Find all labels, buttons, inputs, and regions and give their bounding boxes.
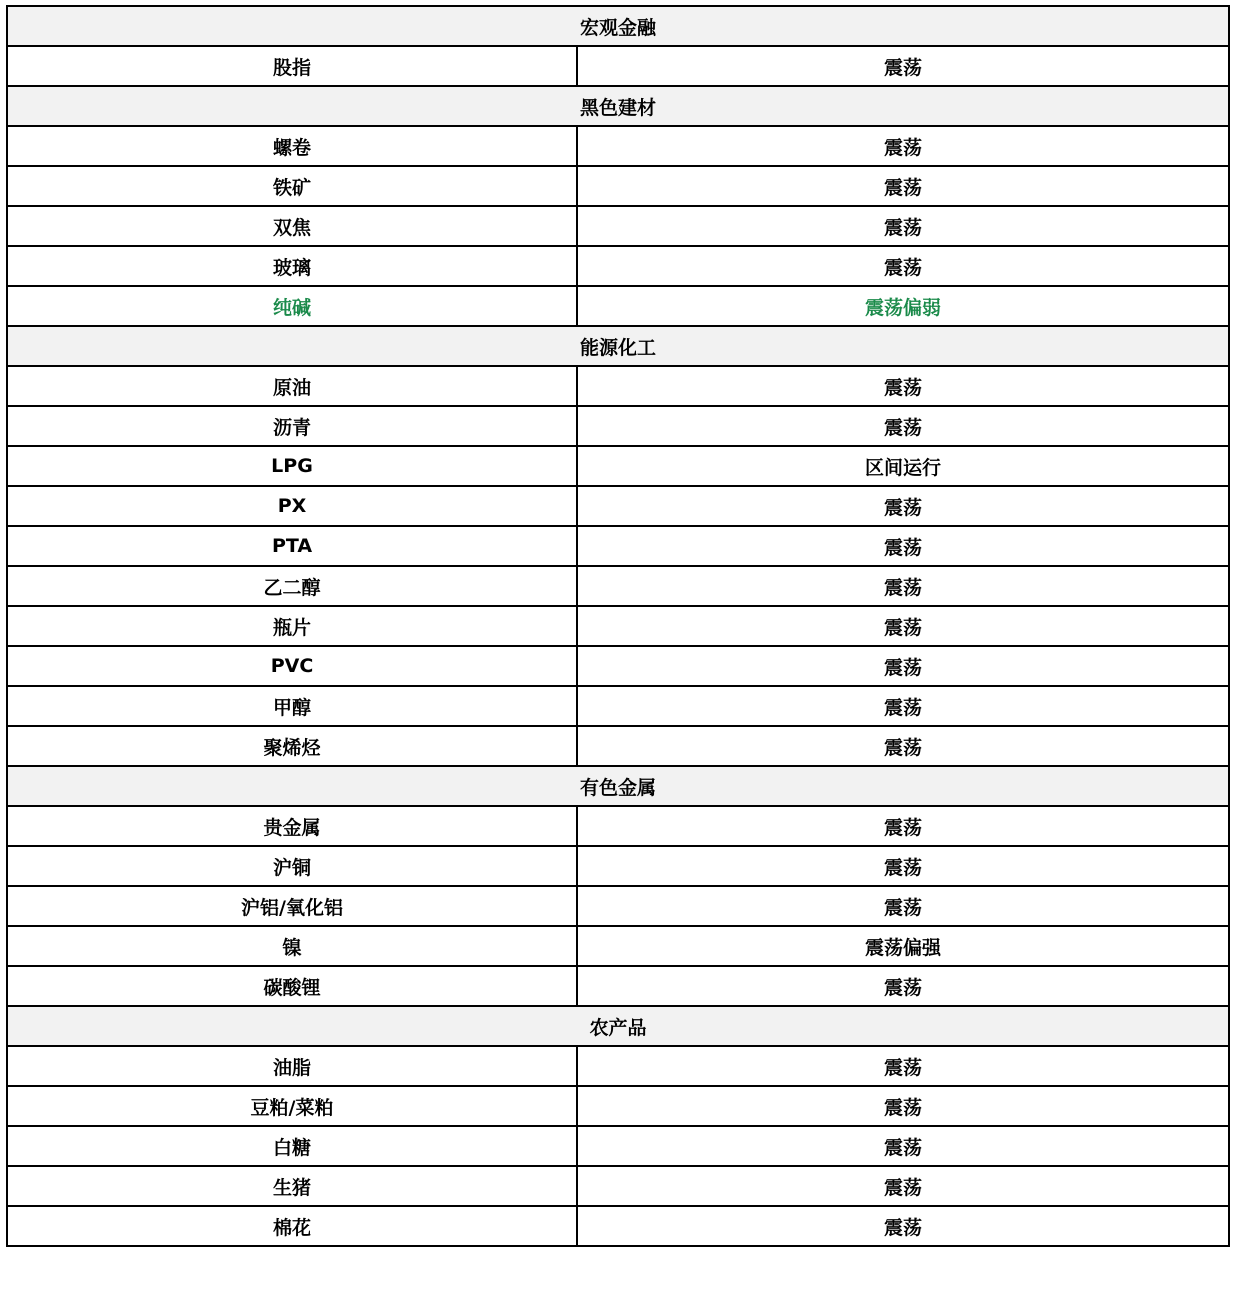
table-row	[7, 1046, 1229, 1086]
table-row	[7, 126, 1229, 166]
commodity-name: 沪铝/氧化铝	[7, 886, 577, 926]
section-header-row	[7, 326, 1229, 366]
commodity-name: 铁矿	[7, 166, 577, 206]
commodity-outlook: 震荡	[577, 486, 1229, 526]
table-row	[7, 166, 1229, 206]
section-header-row	[7, 86, 1229, 126]
commodity-outlook: 震荡	[577, 846, 1229, 886]
commodity-name: 甲醇	[7, 686, 577, 726]
commodity-name: 乙二醇	[7, 566, 577, 606]
commodity-name: PX	[7, 486, 577, 526]
commodity-outlook: 震荡	[577, 1046, 1229, 1086]
table-row	[7, 686, 1229, 726]
table-row	[7, 1086, 1229, 1126]
commodity-outlook: 震荡	[577, 206, 1229, 246]
commodity-name: 股指	[7, 46, 577, 86]
commodity-name: 纯碱	[7, 286, 577, 326]
table-row	[7, 1206, 1229, 1246]
commodity-name: 瓶片	[7, 606, 577, 646]
commodity-outlook: 震荡	[577, 526, 1229, 566]
table-row	[7, 846, 1229, 886]
commodity-outlook-table	[6, 5, 1230, 1247]
section-header-row	[7, 6, 1229, 46]
commodity-name: 沪铜	[7, 846, 577, 886]
section-title: 黑色建材	[7, 86, 1229, 126]
table-row	[7, 286, 1229, 326]
table-row	[7, 246, 1229, 286]
table-row	[7, 206, 1229, 246]
commodity-name: LPG	[7, 446, 577, 486]
table-row	[7, 1126, 1229, 1166]
commodity-outlook: 震荡	[577, 1166, 1229, 1206]
table-row	[7, 406, 1229, 446]
commodity-outlook: 震荡	[577, 686, 1229, 726]
commodity-outlook: 震荡	[577, 1206, 1229, 1246]
section-title: 能源化工	[7, 326, 1229, 366]
commodity-outlook: 震荡	[577, 166, 1229, 206]
commodity-name: PVC	[7, 646, 577, 686]
commodity-outlook: 震荡	[577, 726, 1229, 766]
commodity-outlook: 震荡	[577, 46, 1229, 86]
commodity-name: 镍	[7, 926, 577, 966]
commodity-outlook: 震荡偏弱	[577, 286, 1229, 326]
table-row	[7, 926, 1229, 966]
table-body	[7, 6, 1229, 1246]
table-row	[7, 886, 1229, 926]
table-row	[7, 646, 1229, 686]
commodity-name: 碳酸锂	[7, 966, 577, 1006]
commodity-name: 白糖	[7, 1126, 577, 1166]
table-row	[7, 366, 1229, 406]
commodity-outlook: 区间运行	[577, 446, 1229, 486]
commodity-outlook: 震荡	[577, 646, 1229, 686]
commodity-outlook: 震荡	[577, 566, 1229, 606]
section-title: 宏观金融	[7, 6, 1229, 46]
commodity-name: 棉花	[7, 1206, 577, 1246]
table-row	[7, 966, 1229, 1006]
commodity-outlook: 震荡	[577, 606, 1229, 646]
commodity-name: 聚烯烃	[7, 726, 577, 766]
commodity-outlook: 震荡	[577, 246, 1229, 286]
commodity-name: 玻璃	[7, 246, 577, 286]
commodity-name: 豆粕/菜粕	[7, 1086, 577, 1126]
commodity-outlook: 震荡	[577, 366, 1229, 406]
commodity-name: PTA	[7, 526, 577, 566]
commodity-outlook: 震荡	[577, 1126, 1229, 1166]
commodity-outlook: 震荡	[577, 1086, 1229, 1126]
table-row	[7, 606, 1229, 646]
section-header-row	[7, 766, 1229, 806]
table-row	[7, 726, 1229, 766]
commodity-name: 双焦	[7, 206, 577, 246]
section-title: 农产品	[7, 1006, 1229, 1046]
table-row	[7, 526, 1229, 566]
table-row	[7, 566, 1229, 606]
commodity-name: 螺卷	[7, 126, 577, 166]
commodity-name: 贵金属	[7, 806, 577, 846]
commodity-outlook: 震荡	[577, 806, 1229, 846]
section-header-row	[7, 1006, 1229, 1046]
commodity-name: 生猪	[7, 1166, 577, 1206]
commodity-name: 油脂	[7, 1046, 577, 1086]
section-title: 有色金属	[7, 766, 1229, 806]
table-row	[7, 446, 1229, 486]
table-row	[7, 806, 1229, 846]
commodity-outlook: 震荡偏强	[577, 926, 1229, 966]
commodity-outlook: 震荡	[577, 126, 1229, 166]
table-row	[7, 1166, 1229, 1206]
commodity-outlook: 震荡	[577, 406, 1229, 446]
commodity-name: 沥青	[7, 406, 577, 446]
table-row	[7, 486, 1229, 526]
outlook-table-container	[6, 5, 1228, 1247]
commodity-outlook: 震荡	[577, 886, 1229, 926]
table-row	[7, 46, 1229, 86]
commodity-outlook: 震荡	[577, 966, 1229, 1006]
commodity-name: 原油	[7, 366, 577, 406]
